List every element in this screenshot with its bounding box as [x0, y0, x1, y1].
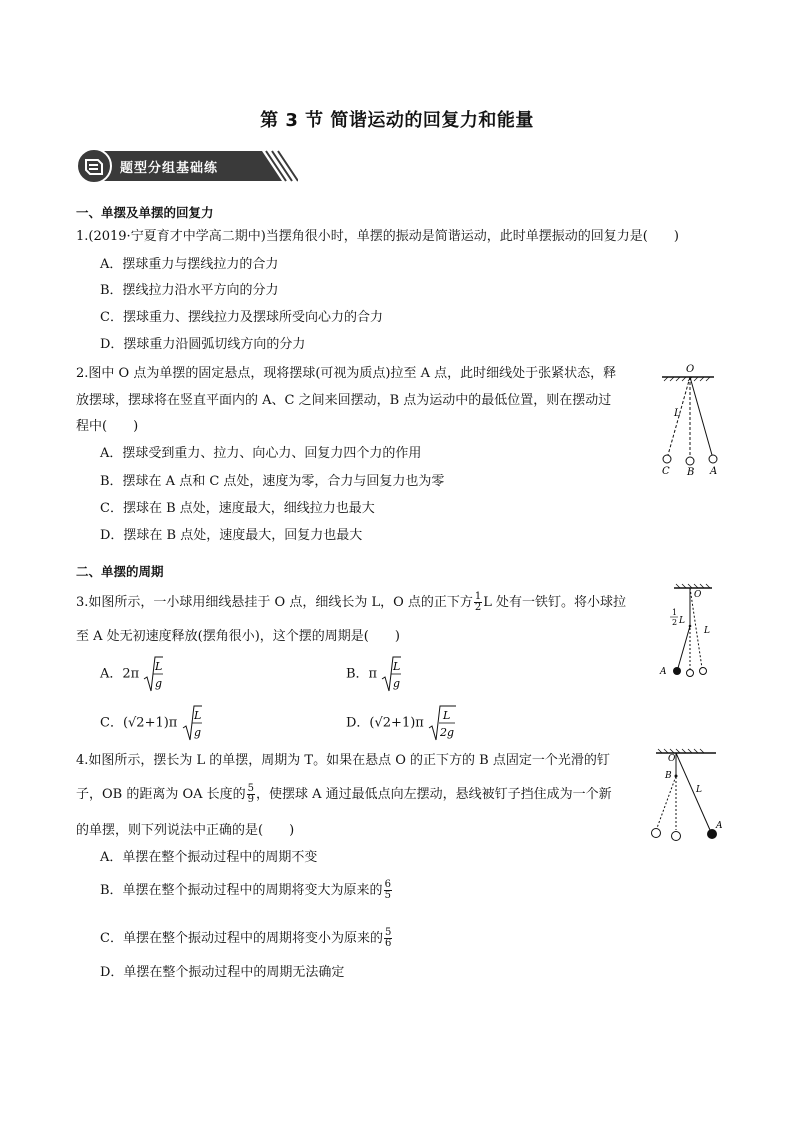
q4-stem-line-2: 子，OB 的距离为 OA 长度的 $\frac{5}{9}$ ，使摆球 A 通过最低点向左摆动，悬线被钉子挡住成为一个新 [76, 783, 612, 805]
q3-option-d-sqrt [428, 704, 456, 742]
page-title: 第 3 节 简谐运动的回复力和能量 [260, 110, 534, 131]
q3-label-half-den: 2 [672, 618, 678, 627]
q1-option-c: C．摆球重力、摆线拉力及摆球所受向心力的合力 [100, 310, 383, 325]
q4-option-b-fraction: $\frac{6}{5}$ [384, 879, 391, 901]
q3-option-c-sqrt [182, 704, 202, 742]
q3-option-c: C．(√2+1)π L g [100, 704, 202, 742]
q4-stem-line-3: 的单摆，则下列说法中正确的是( ) [76, 823, 295, 838]
q2-stem-line-1: 2.图中 O 点为单摆的固定悬点，现将摆球(可视为质点)拉至 A 点，此时细线处于张紧状态，释 [76, 366, 617, 381]
svg-text:L: L [155, 660, 163, 673]
svg-text:g: g [393, 677, 401, 690]
q3-stem-line-1 [76, 592, 626, 613]
svg-text:L: L [442, 709, 451, 722]
svg-text:L: L [393, 660, 401, 673]
q2-label-l: L [674, 408, 681, 419]
q4-label-o: O [668, 754, 676, 764]
q2-label-o: O [686, 364, 695, 375]
q2-option-d: D．摆球在 B 点处，速度最大，回复力也最大 [100, 528, 363, 543]
q2-label-a: A [710, 466, 718, 477]
q1-option-a: A．摆球重力与摆线拉力的合力 [100, 257, 279, 272]
q2-stem-line-2: 放摆球，摆球将在竖直平面内的 A、C 之间来回摆动，B 点为运动中的最低位置，则在摆动过 [76, 393, 612, 408]
svg-text:g: g [193, 726, 201, 739]
q3-option-a-sqrt [143, 655, 163, 693]
q3-option-a: A．2π L g [100, 655, 163, 693]
q1-option-b: B．摆线拉力沿水平方向的分力 [100, 283, 279, 298]
q1-stem: 1.(2019·宁夏育才中学高二期中)当摆角很小时，单摆的振动是简谐运动，此时单摆振动的回复力是( ) [76, 229, 679, 244]
q3-label-a: A [660, 667, 667, 677]
svg-text:g: g [155, 677, 163, 690]
q3-label-o: O [694, 590, 702, 600]
banner-label: 题型分组基础练 [120, 161, 219, 176]
q4-option-c: C．单摆在整个振动过程中的周期将变小为原来的 $\frac{5}{6}$ [100, 927, 392, 949]
q3-pendulum-figure [656, 582, 722, 682]
q4-label-b: B [665, 771, 672, 781]
q3-option-b-sqrt [381, 655, 401, 693]
q3-stem-line-1-b: L 处有一铁钉。将小球拉 [483, 595, 627, 610]
q4-option-d: D．单摆在整个振动过程中的周期无法确定 [100, 965, 345, 980]
q3-half-fraction: $\frac{1}{2}$ [474, 591, 482, 613]
section-heading-2: 二、单摆的周期 [76, 564, 164, 579]
q3-stem-line-1-a: 3.如图所示，一小球用细线悬挂于 O 点，细线长为 L，O 点的正下方 [76, 595, 473, 610]
q1-option-d: D．摆球重力沿圆弧切线方向的分力 [100, 337, 306, 352]
svg-text:2g: 2g [439, 726, 455, 739]
q4-label-a: A [716, 821, 723, 831]
q2-option-c: C．摆球在 B 点处，速度最大，细线拉力也最大 [100, 501, 375, 516]
q4-option-c-fraction: $\frac{5}{6}$ [384, 927, 392, 949]
q4-option-b: B．单摆在整个振动过程中的周期将变大为原来的 $\frac{6}{5}$ [100, 879, 391, 901]
q3-label-l2: L [704, 626, 710, 636]
q2-label-b: B [687, 467, 695, 478]
q3-stem-line-2: 至 A 处无初速度释放(摆角很小)，这个摆的周期是( ) [76, 629, 400, 644]
q3-option-d: D．(√2+1)π L 2g [346, 704, 456, 742]
section-heading-1: 一、单摆及单摆的回复力 [76, 205, 214, 220]
q3-label-l1: L [679, 616, 685, 626]
q2-label-c: C [662, 466, 670, 477]
q2-option-a: A．摆球受到重力、拉力、向心力、回复力四个力的作用 [100, 446, 422, 461]
q2-pendulum-figure [650, 360, 730, 480]
q4-option-a: A．单摆在整个振动过程中的周期不变 [100, 850, 318, 865]
q4-pendulum-figure [646, 748, 726, 848]
q2-stem-line-3: 程中( ) [76, 419, 139, 434]
q3-label-half-num: 1 [672, 608, 678, 617]
q4-label-l: L [696, 785, 702, 795]
q4-fraction: $\frac{5}{9}$ [247, 783, 255, 805]
q2-option-b: B．摆球在 A 点和 C 点处，速度为零，合力与回复力也为零 [100, 474, 445, 489]
q3-option-b: B．π L g [346, 655, 401, 693]
q4-stem-line-1: 4.如图所示，摆长为 L 的单摆，周期为 T。如果在悬点 O 的正下方的 B 点固定一个光滑的钉 [76, 753, 610, 768]
svg-text:L: L [193, 709, 201, 722]
